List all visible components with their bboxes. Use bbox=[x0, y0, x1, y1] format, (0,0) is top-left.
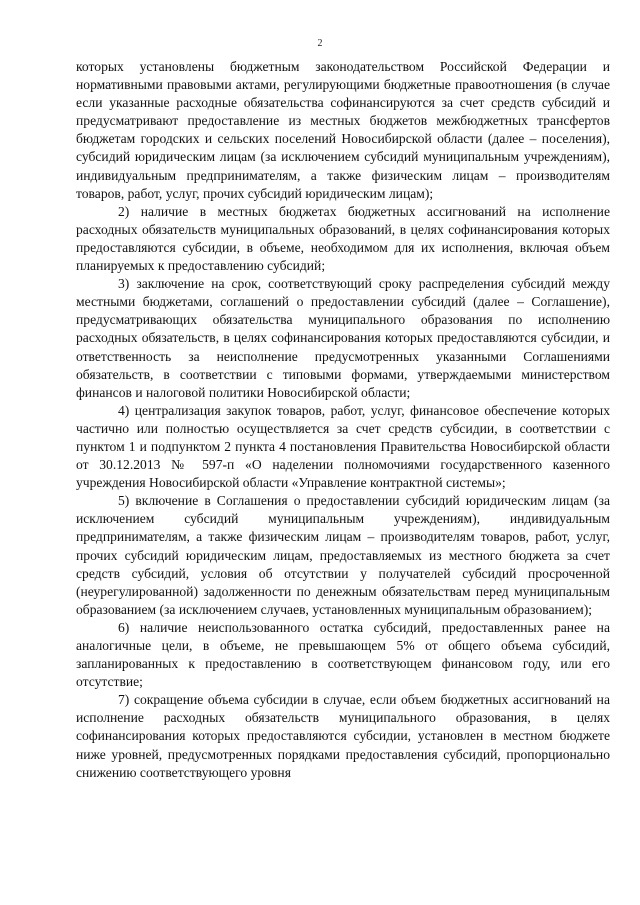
document-body bbox=[76, 58, 610, 782]
paragraph-item-2: 2) наличие в местных бюджетах бюджетных ассигнований на исполнение расходных обязательств муниципальных образований, в целях софинансирования которых предоставляются субсидии, в объеме, необходимом для их исполнения, включая объем планируемых к предоставлению субсидий; bbox=[76, 203, 610, 274]
paragraph-continuation: которых установлены бюджетным законодательством Российской Федерации и нормативными правовыми актами, регулирующими бюджетные правоотношения (в случае если указанные расходные обязательства софинансируются за счет средств субсидий и предусматривают предоставление из местных бюджетов межбюджетных трансфертов бюджетам городских и сельских поселений Новосибирской области (далее – поселения), субсидий юридическим лицам (за исключением субсидий муниципальным учреждениям), индивидуальным предпринимателям, а также физическим лицам – производителям товаров, работ, услуг, прочих субсидий юридическим лицам); bbox=[76, 59, 610, 201]
paragraph-item-5: 5) включение в Соглашения о предоставлении субсидий юридическим лицам (за исключением субсидий муниципальным учреждениям), индивидуальным предпринимателям, а также физическим лицам – производителям товаров, работ, услуг, прочих субсидий юридическим лицам, предоставляемых из местного бюджета за счет средств субсидий, условия об отсутствии у получателей субсидий просроченной (неурегулированной) задолженности по денежным обязательствам перед муниципальным образованием (за исключением случаев, установленных муниципальным образованием); bbox=[76, 493, 610, 617]
paragraph-item-3: 3) заключение на срок, соответствующий сроку распределения субсидий между местными бюджетами, соглашений о предоставлении субсидий (далее – Соглашение), предусматривающих обязательства муниципального образования по исполнению расходных обязательств, в целях софинансирования которых предоставляются субсидии, и ответственность за неисполнение предусмотренных указанными Соглашениями обязательств, в соответствии с типовыми формами, утверждаемыми министерством финансов и налоговой политики Новосибирской области; bbox=[76, 276, 610, 400]
paragraph-item-7: 7) сокращение объема субсидии в случае, если объем бюджетных ассигнований на исполнение расходных обязательств муниципального образования, в целях софинансирования которых предоставляются субсидии, установлен в местном бюджете ниже уровней, предусмотренных порядками предоставления субсидий, пропорционально снижению соответствующего уровня bbox=[76, 692, 610, 780]
paragraph-item-6: 6) наличие неиспользованного остатка субсидий, предоставленных ранее на аналогичные цели, в объеме, не превышающем 5% от общего объема субсидий, запланированных к предоставлению в соответствующем финансовом году, или его отсутствие; bbox=[76, 619, 610, 690]
paragraph-item-4: 4) централизация закупок товаров, работ, услуг, финансовое обеспечение которых частично или полностью осуществляется за счет средств субсидии, в соответствии с пунктом 1 и подпунктом 2 пункта 4 постановления Правительства Новосибирской области от 30.12.2013 № 597-п «О наделении полномочиями государственного казенного учреждения Новосибирской области «Управление контрактной системы»; bbox=[76, 402, 610, 491]
page-number: 2 bbox=[317, 38, 323, 49]
